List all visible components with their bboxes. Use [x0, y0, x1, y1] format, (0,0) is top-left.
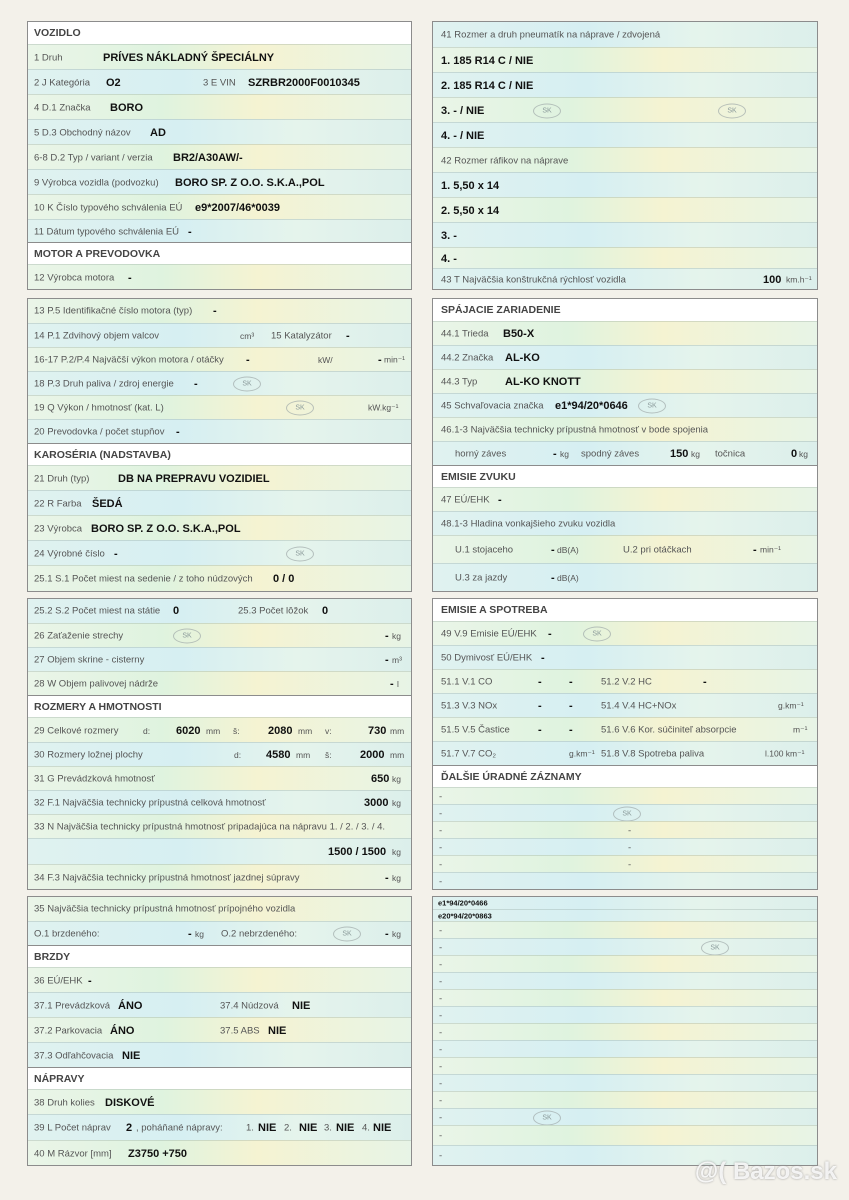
record-line: - [433, 1125, 817, 1146]
record-line: - - [433, 855, 817, 873]
field-pneu-1: 1. 185 R14 C / NIE [433, 47, 817, 73]
field-castice-absorpcia: 51.5 V.5 Častice - - 51.6 V.6 Kor. súčiniteľ absorpcie m⁻¹ [433, 717, 817, 742]
field-vyrobca-karoserie: 23 Výrobca BORO SP. Z O.O. S.K.A.,POL [28, 515, 411, 541]
record-approval-1: e1*94/20*0466 [433, 897, 817, 909]
sk-seal-icon: SK [286, 401, 314, 416]
field-vykon-otacky: 16-17 P.2/P.4 Najväčší výkon motora / otáčky - kW/ - min⁻¹ [28, 347, 411, 372]
field-razvor: 40 M Rázvor [mm] Z3750 +750 [28, 1140, 411, 1166]
record-line: - [433, 972, 817, 990]
header-karoseria: KAROSÉRIA (NADSTAVBA) [28, 443, 411, 467]
field-pocet-naprav: 39 L Počet náprav 2 , poháňané nápravy: 1. NIE 2. NIE 3. NIE 4. NIE [28, 1114, 411, 1141]
record-line: - [433, 1006, 817, 1024]
field-brzdene-nebrzdene: O.1 brzdeného: - kg O.2 nebrzdeného: SK - kg [28, 921, 411, 946]
field-zatazenie-strechy: 26 Zaťaženie strechy SK - kg [28, 623, 411, 648]
record-line: - [433, 955, 817, 973]
record-line: - [433, 1074, 817, 1092]
field-rozmer-rafikov: 42 Rozmer ráfikov na nápravе [433, 147, 817, 173]
field-vyrobne-cislo: 24 Výrobné číslo - SK [28, 540, 411, 566]
record-line: - [433, 989, 817, 1007]
header-spajacie: SPÁJACIE ZARIADENIE [433, 299, 817, 322]
field-co2-spotreba: 51.7 V.7 CO₂ g.km⁻¹ 51.8 V.8 Spotreba paliva l.100 km⁻¹ [433, 741, 817, 766]
sk-seal-icon: SK [533, 103, 561, 118]
field-kategoria: 2 J Kategória O2 3 E VIN SZRBR2000F0010345 [28, 69, 411, 95]
field-pocet-miest-sedenie: 25.1 S.1 Počet miest na sedenie / z toho núdzových 0 / 0 [28, 565, 411, 592]
field-druh-typ: 21 Druh (typ) DB NA PREPRAVU VOZIDIEL [28, 465, 411, 491]
sk-seal-icon: SK [701, 940, 729, 955]
watermark-logo: @( Bazos.sk [694, 1158, 837, 1185]
field-hmotnost-napravy-label: 33 N Najväčšia technicky prípustná hmotnosť pripadajúca na nápravu 1. / 2. / 3. / 4. [28, 814, 411, 839]
field-emisie-eu: 49 V.9 Emisie EÚ/EHK - SK [433, 621, 817, 646]
field-rozmery-loznej-plochy: 30 Rozmery ložnej plochy d: 4580 mm š: 2000 mm [28, 742, 411, 767]
field-znacka-spoj: 44.2 Značka AL-KO [433, 345, 817, 370]
section-vozidlo [27, 21, 412, 290]
field-obchodny-nazov: 5 D.3 Obchodný názov AD [28, 119, 411, 145]
header-napravy: NÁPRAVY [28, 1067, 411, 1091]
field-rozmer-pneumatik: 41 Rozmer a druh pneumatík na nápravе / zdvojená [433, 22, 817, 47]
record-line: - - [433, 838, 817, 856]
field-zvuk-jazdy: U.3 za jazdy - dB(A) [433, 563, 817, 592]
record-line: - [433, 787, 817, 805]
field-datum-schvalenia: 11 Dátum typového schválenia EÚ - [28, 219, 411, 243]
watermark-icon: @( [694, 1158, 727, 1185]
section-pneumatiky [432, 21, 818, 290]
field-hmotnost-pripojneho: 35 Najväčšia technicky prípustná hmotnosť prípojného vozidla [28, 897, 411, 921]
record-line: - SK [433, 804, 817, 822]
record-line: - [433, 921, 817, 939]
field-prevodovka: 20 Prevodovka / počet stupňov - [28, 419, 411, 444]
field-nox-hcnox: 51.3 V.3 NOx - - 51.4 V.4 HC+NOx g.km⁻¹ [433, 693, 817, 718]
header-motor: MOTOR A PREVODOVKA [28, 242, 411, 266]
field-prevadzkova-hmotnost: 31 G Prevádzková hmotnosť 650 kg [28, 766, 411, 791]
field-vykon-hmotnost: 19 Q Výkon / hmotnosť (kat. L) SK kW.kg⁻¹ [28, 395, 411, 420]
field-pneu-4: 4. - / NIE [433, 122, 817, 148]
field-rafik-1: 1. 5,50 x 14 [433, 172, 817, 198]
header-rozmery: ROZMERY A HMOTNOSTI [28, 695, 411, 719]
field-zvuk-stojaceho: U.1 stojaceho - dB(A) U.2 pri otáčkach - min⁻¹ [433, 535, 817, 564]
field-hmotnost-supravy: 34 F.3 Najväčšia technicky prípustná hmotnosť jazdnej súpravy - kg [28, 864, 411, 890]
section-motor-karoseria [27, 298, 412, 592]
field-objem-nadrze: 28 W Objem palivovej nádrže - l [28, 671, 411, 696]
sk-seal-icon: SK [613, 806, 641, 821]
field-brzda-parkovacia: 37.2 Parkovacia ÁNO 37.5 ABS NIE [28, 1017, 411, 1043]
field-druh-paliva: 18 P.3 Druh paliva / zdroj energie - SK [28, 371, 411, 396]
field-druh: 1 Druh PRÍVES NÁKLADNÝ ŠPECIÁLNY [28, 44, 411, 70]
header-emisie-zvuku: EMISIE ZVUKU [433, 465, 817, 489]
field-eu-ehk: 47 EÚ/EHK - [433, 487, 817, 512]
record-line: - [433, 1040, 817, 1058]
field-rafik-3: 3. - [433, 222, 817, 248]
field-znacka: 4 D.1 Značka BORO [28, 94, 411, 120]
field-brzda-prevadzkova: 37.1 Prevádzková ÁNO 37.4 Núdzová NIE [28, 992, 411, 1018]
sk-seal-icon: SK [583, 627, 611, 642]
record-line: - - [433, 821, 817, 839]
field-hmotnost-bod-spojenia: 46.1-3 Najväčšia technicky prípustná hmotnosť v bode spojenia [433, 417, 817, 442]
section-zaznamy [432, 896, 818, 1166]
field-co-hc: 51.1 V.1 CO - - 51.2 V.2 HC - [433, 669, 817, 694]
field-farba: 22 R Farba ŠEDÁ [28, 490, 411, 516]
field-typ-spoj: 44.3 Typ AL-KO KNOTT [433, 369, 817, 394]
section-emisie-spotreba [432, 598, 818, 890]
field-celkove-rozmery: 29 Celkové rozmery d: 6020 mm š: 2080 mm v: 730 mm [28, 717, 411, 743]
sk-seal-icon: SK [718, 103, 746, 118]
field-brzdy-eu: 36 EÚ/EHK - [28, 967, 411, 993]
field-hladina-zvuku: 48.1-3 Hladina vonkajšieho zvuku vozidla [433, 511, 817, 536]
field-identifikacne-cislo-motora: 13 P.5 Identifikačné číslo motora (typ) - [28, 299, 411, 323]
field-vyrobca-motora: 12 Výrobca motora - [28, 264, 411, 290]
field-trieda: 44.1 Trieda B50-X [433, 321, 817, 346]
field-typove-schvalenie: 10 K Číslo typového schválenia EÚ e9*2007/46*0039 [28, 194, 411, 220]
field-brzda-odlahcovacia: 37.3 Odľahčovacia NIE [28, 1042, 411, 1068]
header-vozidlo: VOZIDLO [28, 22, 411, 45]
record-line: - [433, 1023, 817, 1041]
header-emisie: EMISIE A SPOTREBA [433, 599, 817, 622]
field-rafik-4: 4. - [433, 247, 817, 269]
field-pneu-3: 3. - / NIE SK SK [433, 97, 817, 123]
field-zavesy: horný záves - kg spodný záves 150 kg točnica 0 kg [433, 441, 817, 466]
field-dymivost: 50 Dymivosť EÚ/EHK - [433, 645, 817, 670]
field-typ-variant: 6-8 D.2 Typ / variant / verzia BR2/A30AW/- [28, 144, 411, 170]
sk-seal-icon: SK [333, 927, 361, 942]
header-brzdy: BRZDY [28, 945, 411, 969]
sk-seal-icon: SK [638, 399, 666, 414]
record-approval-2: e20*94/20*0863 [433, 909, 817, 922]
header-dalsie-zaznamy: ĎALŠIE ÚRADNÉ ZÁZNAMY [433, 765, 817, 789]
record-line: - [433, 1145, 817, 1166]
record-line: - SK [433, 1108, 817, 1126]
field-hmotnost-napravy: 1500 / 1500 kg [28, 838, 411, 865]
section-rozmery-hmotnosti [27, 598, 412, 890]
record-line: - SK [433, 938, 817, 956]
sk-seal-icon: SK [173, 629, 201, 644]
field-vyrobca-vozidla: 9 Výrobca vozidla (podvozku) BORO SP. Z O.O. S.K.A.,POL [28, 169, 411, 195]
record-line: - [433, 1057, 817, 1075]
field-rafik-2: 2. 5,50 x 14 [433, 197, 817, 223]
field-druh-kolies: 38 Druh kolies DISKOVÉ [28, 1089, 411, 1115]
field-objem-skrine: 27 Objem skrine - cisterny - m³ [28, 647, 411, 672]
section-spajacie-zariadenie [432, 298, 818, 592]
record-line: - [433, 1091, 817, 1109]
field-schvalovacia-znacka: 45 Schvaľovacia značka e1*94/20*0646 SK [433, 393, 817, 418]
field-max-rychlost: 43 T Najväčšia konštrukčná rýchlosť vozidla 100 km.h⁻¹ [433, 268, 817, 290]
record-line: - [433, 872, 817, 890]
field-pneu-2: 2. 185 R14 C / NIE [433, 72, 817, 98]
sk-seal-icon: SK [286, 546, 314, 561]
field-celkova-hmotnost: 32 F.1 Najväčšia technicky prípustná celková hmotnosť 3000 kg [28, 790, 411, 815]
sk-seal-icon: SK [233, 377, 261, 392]
sk-seal-icon: SK [533, 1110, 561, 1125]
field-zdvihovy-objem: 14 P.1 Zdvihový objem valcov cm³ 15 Katalyzátor - [28, 323, 411, 348]
field-miesta-statie: 25.2 S.2 Počet miest na státie 0 25.3 Počet lôžok 0 [28, 599, 411, 623]
section-brzdy-napravy [27, 896, 412, 1166]
